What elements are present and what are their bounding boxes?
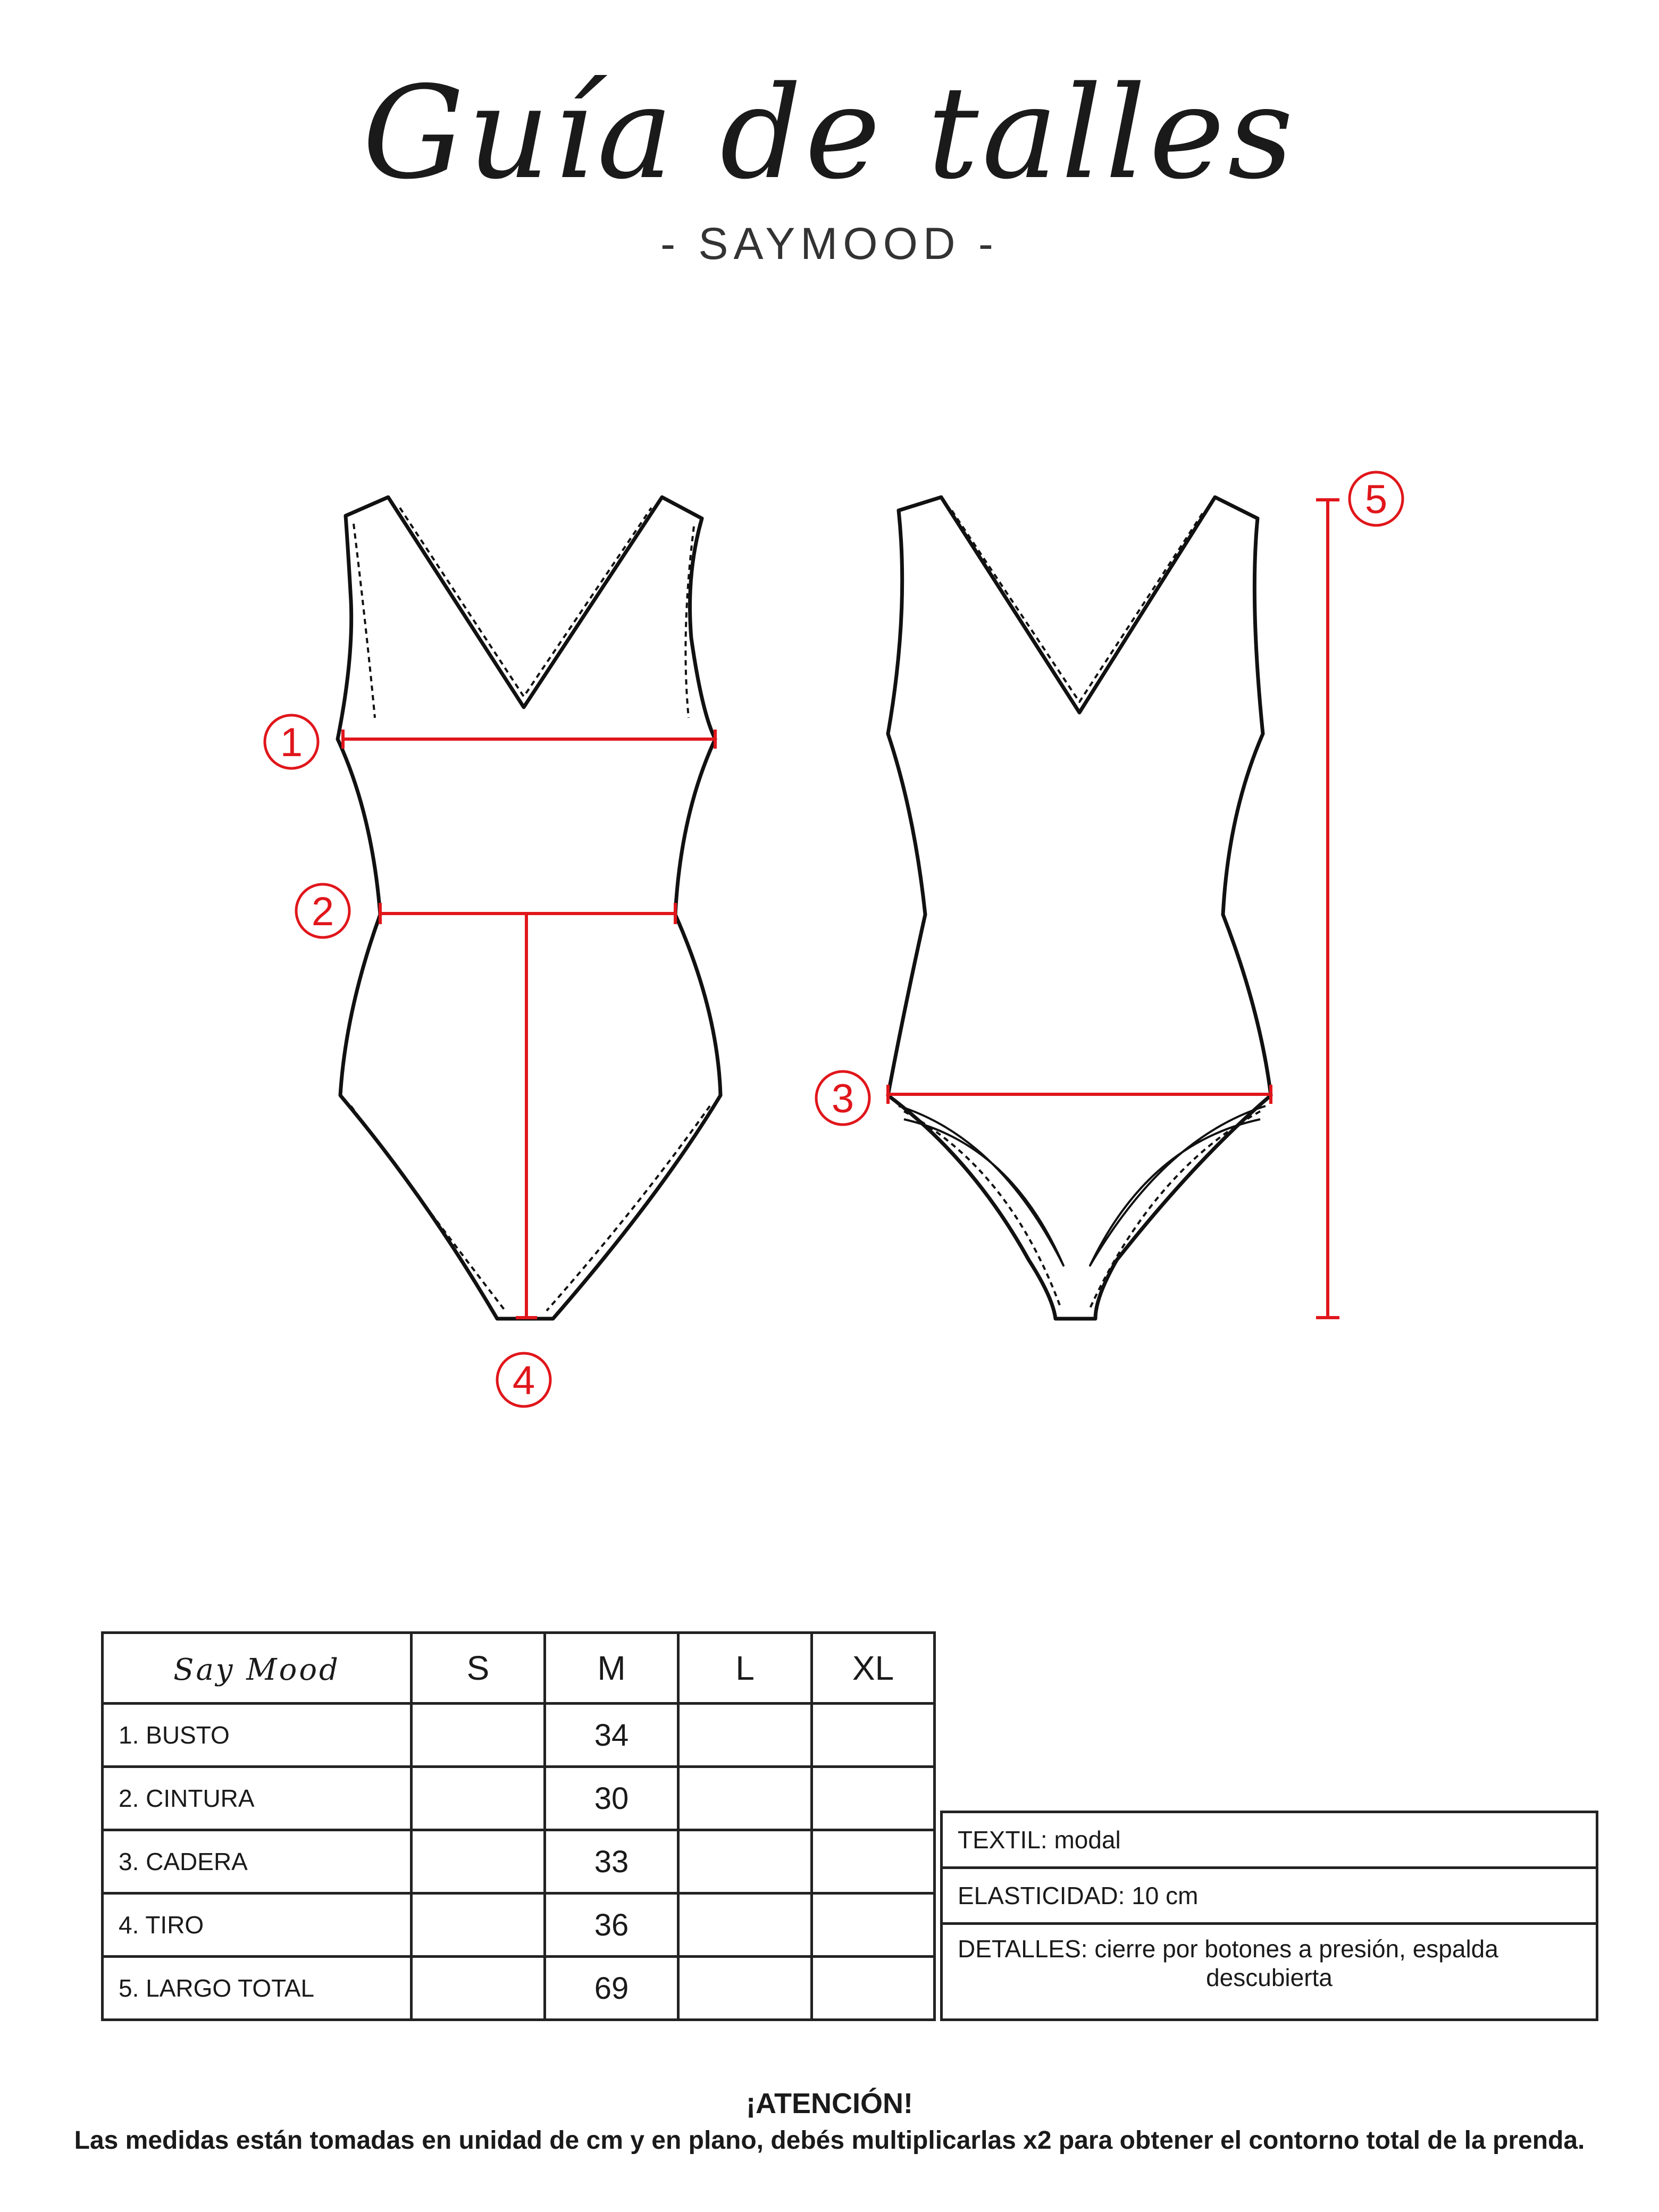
table-row bbox=[103, 1957, 935, 2020]
table-row bbox=[103, 1830, 935, 1893]
table-cell bbox=[812, 1893, 935, 1957]
front-bodysuit-drawing bbox=[338, 497, 720, 1319]
row-label: 5. LARGO TOTAL bbox=[103, 1957, 412, 2020]
brand-logo-cell bbox=[103, 1633, 412, 1704]
size-chart-header-row bbox=[103, 1633, 935, 1704]
table-cell: 33 bbox=[545, 1830, 678, 1893]
spec-row bbox=[942, 1924, 1597, 2020]
measurement-lines bbox=[343, 500, 1339, 1318]
row-label: 3. CADERA bbox=[103, 1830, 412, 1893]
notice-title: ¡ATENCIÓN! bbox=[746, 2088, 913, 2119]
row-label: 2. CINTURA bbox=[103, 1767, 412, 1830]
table-cell: 34 bbox=[545, 1704, 678, 1767]
spec-elasticidad: ELASTICIDAD: 10 cm bbox=[942, 1868, 1597, 1924]
back-bodysuit-drawing bbox=[888, 497, 1271, 1319]
spec-detalles-line2: descubierta bbox=[1206, 1964, 1333, 1991]
table-cell bbox=[678, 1893, 812, 1957]
column-header: M bbox=[545, 1633, 678, 1704]
table-cell bbox=[412, 1830, 545, 1893]
table-cell bbox=[812, 1767, 935, 1830]
table-cell bbox=[412, 1893, 545, 1957]
table-cell: 69 bbox=[545, 1957, 678, 2020]
marker-1-label: 1 bbox=[280, 720, 303, 765]
table-cell bbox=[678, 1830, 812, 1893]
column-header: S bbox=[412, 1633, 545, 1704]
table-row bbox=[103, 1767, 935, 1830]
spec-detalles-line1: DETALLES: cierre por botones a presión, espalda bbox=[958, 1935, 1498, 1963]
table-cell: 36 bbox=[545, 1893, 678, 1957]
notice-text: Las medidas están tomadas en unidad de cm y en plano, debés multiplicarlas x2 para obtener el contorno total de la prenda. bbox=[74, 2126, 1585, 2155]
size-chart-table bbox=[101, 1631, 936, 2021]
table-cell bbox=[678, 1767, 812, 1830]
table-row bbox=[103, 1893, 935, 1957]
fabric-specs-table bbox=[940, 1811, 1598, 2021]
spec-detalles bbox=[942, 1924, 1597, 2020]
table-cell bbox=[812, 1957, 935, 2020]
column-header: XL bbox=[812, 1633, 935, 1704]
marker-5-label: 5 bbox=[1364, 477, 1388, 522]
marker-3-label: 3 bbox=[831, 1076, 854, 1121]
table-cell bbox=[412, 1957, 545, 2020]
brand-logo: Say Mood bbox=[173, 1653, 340, 1687]
spec-textil: TEXTIL: modal bbox=[942, 1812, 1597, 1868]
marker-4-label: 4 bbox=[512, 1358, 535, 1403]
row-label: 1. BUSTO bbox=[103, 1704, 412, 1767]
table-cell bbox=[412, 1704, 545, 1767]
table-row bbox=[103, 1704, 935, 1767]
table-cell bbox=[412, 1767, 545, 1830]
table-cell bbox=[678, 1704, 812, 1767]
table-cell bbox=[812, 1704, 935, 1767]
brand-subtitle: - SAYMOOD - bbox=[660, 219, 999, 269]
marker-2-label: 2 bbox=[311, 889, 334, 934]
page-title: Guía de talles bbox=[362, 58, 1297, 207]
spec-row bbox=[942, 1868, 1597, 1924]
table-cell bbox=[678, 1957, 812, 2020]
row-label: 4. TIRO bbox=[103, 1893, 412, 1957]
table-cell: 30 bbox=[545, 1767, 678, 1830]
spec-row bbox=[942, 1812, 1597, 1868]
table-cell bbox=[812, 1830, 935, 1893]
column-header: L bbox=[678, 1633, 812, 1704]
